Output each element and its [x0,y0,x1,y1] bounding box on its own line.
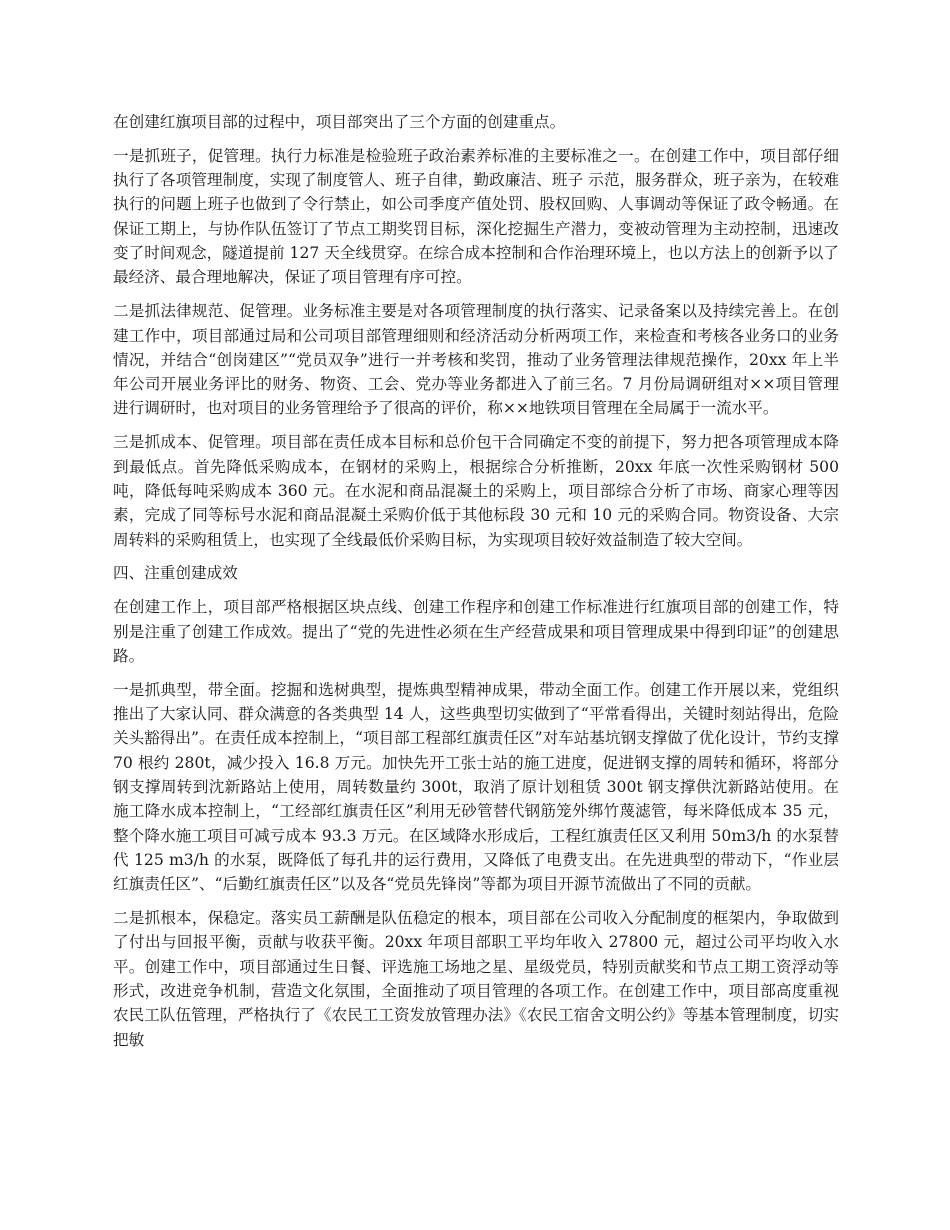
paragraph-stability: 二是抓根本，保稳定。落实员工薪酬是队伍稳定的根本，项目部在公司收入分配制度的框架内，争取做到了付出与回报平衡，贡献与收获平衡。20xx 年项目部职工平均年收入 27800 元，超过公司平均收入水平。创建工作中，项目部通过生日餐、评选施工场地之星、星级党员，特别贡献奖和节点工期工资浮动等形式，改进竞争机制，营造文化氛围，全面推动了项目管理的各项工作。在创建工作中，项目部高度重视农民工队伍管理，严格执行了《农民工工资发放管理办法》《农民工宿舍文明公约》等基本管理制度，切实把敏 [113,909,839,1049]
paragraph-legal-norms: 二是抓法律规范、促管理。业务标准主要是对各项管理制度的执行落实、记录备案以及持续完善上。在创建工作中，项目部通过局和公司项目部管理细则和经济活动分析两项工作，来检查和考核各业务口的业务情况，并结合“创岗建区”“党员双争”进行一并考核和奖罚，推动了业务管理法律规范操作，20xx 年上半年公司开展业务评比的财务、物资、工会、党办等业务都进入了前三名。7 月份局调研组对××项目管理进行调研时，也对项目的业务管理给予了很高的评价，称××地铁项目管理在全局属于一流水平。 [113,302,839,418]
paragraph-cost-control: 三是抓成本、促管理。项目部在责任成本目标和总价包干合同确定不变的前提下，努力把各项管理成本降到最低点。首先降低采购成本，在钢材的采购上，根据综合分析推断，20xx 年底一次性采购钢材 500 吨，降低每吨采购成本 360 元。在水泥和商品混凝土的采购上，项目部综合分析了市场、商家心理等因素，完成了同等标号水泥和商品混凝土采购价低于其他标段 30 元和 10 元的采购合同。物资设备、大宗周转料的采购租赁上，也实现了全线最低价采购目标，为实现项目较好效益制造了较大空间。 [113,433,839,549]
section-heading-results: 四、注重创建成效 [113,564,238,583]
paragraph-team-management: 一是抓班子，促管理。执行力标准是检验班子政治素养标准的主要标准之一。在创建工作中，项目部仔细执行了各项管理制度，实现了制度管人、班子自律，勤政廉洁、班子 示范，服务群众，班子亲为，在较难执行的问题上班子也做到了令行禁止，如公司季度产值处罚、股权回购、人事调动等保证了政令畅通。在保证工期上，与协作队伍签订了节点工期奖罚目标，深化挖掘生产潜力，变被动管理为主动控制，迅速改变了时间观念，隧道提前 127 天全线贯穿。在综合成本控制和合作治理环境上，也以方法上的创新予以了最经济、最合理地解决，保证了项目管理有序可控。 [113,146,839,287]
document-body [113,110,839,1061]
paragraph-results-intro: 在创建工作上，项目部严格根据区块点线、创建工作程序和创建工作标准进行红旗项目部的创建工作，特别是注重了创建工作成效。提出了“党的先进性必须在生产经营成果和项目管理成果中得到印证”的创建思路。 [113,598,839,665]
paragraph-intro: 在创建红旗项目部的过程中，项目部突出了三个方面的创建重点。 [113,113,566,131]
paragraph-role-models: 一是抓典型，带全面。挖掘和选树典型，提炼典型精神成果，带动全面工作。创建工作开展以来，党组织推出了大家认同、群众满意的各类典型 14 人，这些典型切实做到了“平常看得出，关键时刻站得出，危险关头豁得出”。在责任成本控制上，“项目部工程部红旗责任区”对车站基坑钢支撑做了优化设计，节约支撑 70 根约 280t，减少投入 16.8 万元。加快先开工张士站的施工进度，促进钢支撑的周转和循环，将部分钢支撑周转到沈新路站上使用，周转数量约 300t，取消了原计划租赁 300t 钢支撑供沈新路站使用。在施工降水成本控制上，“工经部红旗责任区”利用无砂管替代钢筋笼外绑竹蔑滤管，每米降低成本 35 元，整个降水施工项目可减亏成本 93.3 万元。在区域降水形成后，工程红旗责任区又利用 50m3/h 的水泵替代 125 m3/h 的水泵，既降低了每孔井的运行费用，又降低了电费支出。在先进典型的带动下，“作业层红旗责任区”、“后勤红旗责任区”以及各“党员先锋岗”等都为项目开源节流做出了不同的贡献。 [113,680,839,894]
